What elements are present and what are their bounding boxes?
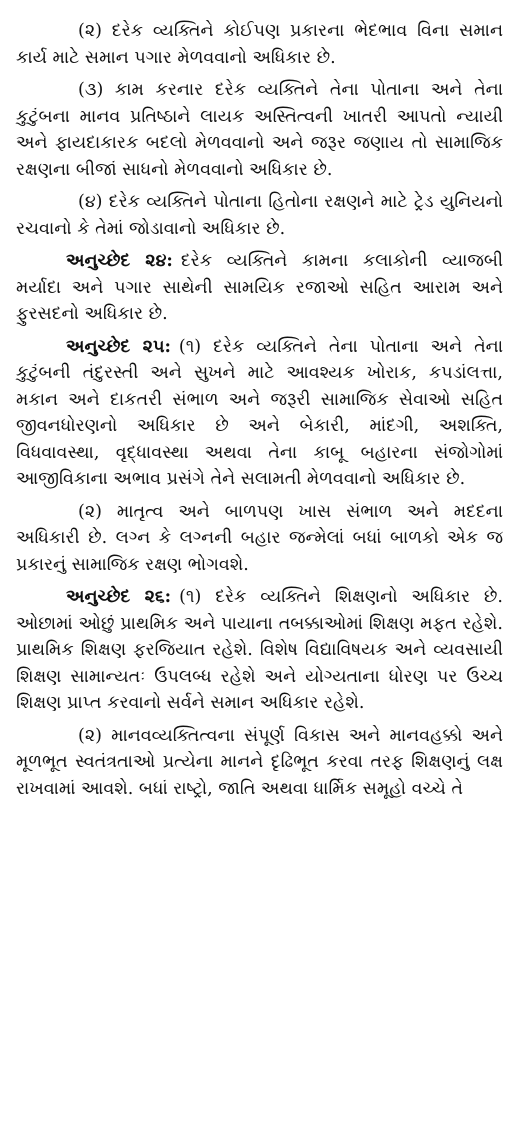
paragraph-text: (૪) દરેક વ્યક્તિને પોતાના હિતોના રક્ષણને માટે ટ્રેડ યુનિયનો રચવાનો કે તેમાં જોડાવાનો અધિકાર છે.: [16, 192, 503, 239]
paragraph-article-23-4: [16, 189, 503, 242]
paragraph-article-24: [16, 248, 503, 328]
paragraph-article-23-2: [16, 18, 503, 71]
paragraph-article-26-2: [16, 723, 503, 803]
paragraph-article-25-1: [16, 334, 503, 493]
paragraph-article-23-3: [16, 77, 503, 183]
paragraph-text: (૩) કામ કરનાર દરેક વ્યક્તિને તેના પોતાના અને તેના કુટુંબના માનવ પ્રતિષ્ઠાને લાયક અસ્તિત્વની ખાતરી આપતો ન્યાયી અને ફાયદાકારક બદલો મેળવવાનો અને જરૂર જણાય તો સામાજિક રક્ષણના બીજાં સાધનો મેળવવાનો અધિકાર છે.: [16, 80, 503, 180]
article-heading: અનુચ્છેદ ૨૬:: [66, 587, 172, 607]
article-heading: અનુચ્છેદ ૨૫:: [66, 336, 171, 357]
paragraph-text: (૧) દરેક વ્યક્તિને તેના પોતાના અને તેના કુટુંબની તંદુરસ્તી અને સુખને માટે આવશ્યક ખોરાક, કપડાંલત્તા, મકાન અને દાકતરી સંભાળ અને જરૂરી સામાજિક સેવાઓ સહિત જીવનધોરણનો અધિકાર છે અને બેકારી, માંદગી, અશક્તિ, વિધવાવસ્થા, વૃદ્ધાવસ્થા અથવા તેના કાબૂ બહારના સંજોગોમાં આજીવિકાના અભાવ પ્રસંગે તેને સલામતી મેળવવાનો અધિકાર છે.: [16, 336, 504, 489]
paragraph-text: દરેક વ્યક્તિને કામના કલાકોની વ્યાજબી મર્યાદા અને પગાર સાથેની સામયિક રજાઓ સહિત આરામ અને ફુરસદનો અધિકાર છે.: [16, 251, 503, 324]
paragraph-text: (૨) માતૃત્વ અને બાળપણ ખાસ સંભાળ અને મદદના અધિકારી છે. લગ્ન કે લગ્નની બહાર જન્મેલાં બધાં બાળકો એક જ પ્રકારનું સામાજિક રક્ષણ ભોગવશે.: [16, 501, 503, 575]
article-heading: અનુચ્છેદ ૨૪:: [66, 251, 173, 271]
paragraph-article-26-1: [16, 584, 503, 717]
paragraph-text: (૨) દરેક વ્યક્તિને કોઈપણ પ્રકારના ભેદભાવ વિના સમાન કાર્ય માટે સમાન પગાર મેળવવાનો અધિકાર છે.: [16, 21, 503, 68]
paragraph-text: (૧) દરેક વ્યક્તિને શિક્ષણનો અધિકાર છે. ઓછામાં ઓછું પ્રાથમિક અને પાયાના તબક્કાઓમાં શિક્ષણ મફત રહેશે. પ્રાથમિક શિક્ષણ ફરજિયાત રહેશે. વિશેષ વિદ્યાવિષયક અને વ્યવસાયી શિક્ષણ સામાન્યતઃ ઉપલબ્ધ રહેશે અને યોગ્યતાના ધોરણ પર ઉચ્ચ શિક્ષણ પ્રાપ્ત કરવાનો સર્વને સમાન અધિકાર રહેશે.: [16, 587, 503, 713]
paragraph-text: (૨) માનવવ્યક્તિત્વના સંપૂર્ણ વિકાસ અને માનવહક્કો અને મૂળભૂત સ્વતંત્રતાઓ પ્રત્યેના માનને દૃઢિભૂત કરવા તરફ શિક્ષણનું લક્ષ રાખવામાં આવશે. બધાં રાષ્ટ્રો, જાતિ અથવા ધાર્મિક સમૂહો વચ્ચે તે: [16, 725, 503, 799]
paragraph-article-25-2: [16, 499, 503, 579]
